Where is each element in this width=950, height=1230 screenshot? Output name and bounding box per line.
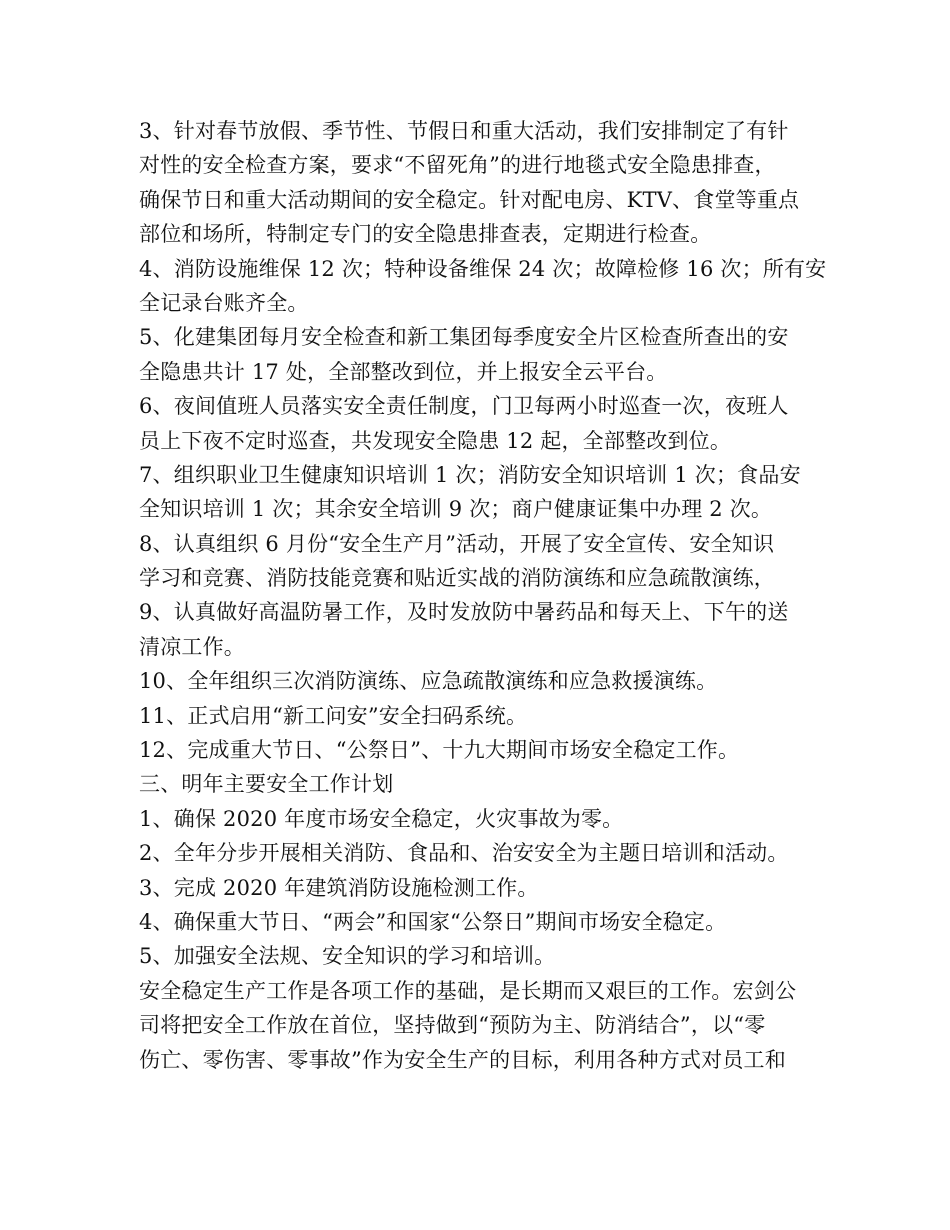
text-line: 11、正式启用“新工问安”安全扫码系统。 [139, 703, 528, 728]
text-line: 确保节日和重大活动期间的安全稳定。针对配电房、KTV、食堂等重点 [139, 187, 800, 212]
text-line: 5、加强安全法规、安全知识的学习和培训。 [139, 944, 556, 969]
text-line: 3、完成 2020 年建筑消防设施检测工作。 [139, 875, 539, 900]
document-body [139, 114, 827, 1077]
section-heading: 三、明年主要安全工作计划 [139, 772, 394, 797]
text-line: 4、消防设施维保 12 次；特种设备维保 24 次；故障检修 16 次；所有安 [139, 256, 827, 281]
text-line: 6、夜间值班人员落实安全责任制度，门卫每两小时巡查一次，夜班人 [139, 394, 789, 419]
text-line: 全隐患共计 17 处，全部整改到位，并上报安全云平台。 [139, 359, 668, 384]
text-line: 1、确保 2020 年度市场安全稳定，火灾事故为零。 [139, 806, 624, 831]
text-line: 部位和场所，特制定专门的安全隐患排查表，定期进行检查。 [139, 222, 712, 247]
text-line: 司将把安全工作放在首位，坚持做到“预防为主、防消结合”，以“零 [139, 1013, 766, 1038]
text-line: 伤亡、零伤害、零事故”作为安全生产的目标，利用各种方式对员工和 [139, 1047, 786, 1072]
text-line: 安全稳定生产工作是各项工作的基础，是长期而又艰巨的工作。宏剑公 [139, 978, 797, 1003]
text-line: 12、完成重大节日、“公祭日”、十九大期间市场安全稳定工作。 [139, 738, 740, 763]
text-line: 4、确保重大节日、“两会”和国家“公祭日”期间市场安全稳定。 [139, 909, 727, 934]
text-line: 学习和竞赛、消防技能竞赛和贴近实战的消防演练和应急疏散演练， [139, 566, 775, 591]
text-line: 10、全年组织三次消防演练、应急疏散演练和应急救援演练。 [139, 669, 718, 694]
text-line: 全知识培训 1 次；其余安全培训 9 次；商户健康证集中办理 2 次。 [139, 497, 773, 522]
text-line: 全记录台账齐全。 [139, 290, 309, 315]
text-line: 清凉工作。 [139, 634, 245, 659]
text-line: 对性的安全检查方案，要求“不留死角”的进行地毯式安全隐患排查， [139, 153, 776, 178]
text-line: 2、全年分步开展相关消防、食品和、治安安全为主题日培训和活动。 [139, 841, 789, 866]
text-line: 员上下夜不定时巡查，共发现安全隐患 12 起，全部整改到位。 [139, 428, 732, 453]
text-line: 3、针对春节放假、季节性、节假日和重大活动，我们安排制定了有针 [139, 119, 789, 143]
text-line: 7、组织职业卫生健康知识培训 1 次；消防安全知识培训 1 次；食品安 [139, 462, 801, 487]
text-line: 5、化建集团每月安全检查和新工集团每季度安全片区检查所查出的安 [139, 325, 789, 350]
text-line: 9、认真做好高温防暑工作，及时发放防中暑药品和每天上、下午的送 [139, 600, 789, 625]
text-line: 8、认真组织 6 月份“安全生产月”活动，开展了安全宣传、安全知识 [139, 531, 775, 556]
